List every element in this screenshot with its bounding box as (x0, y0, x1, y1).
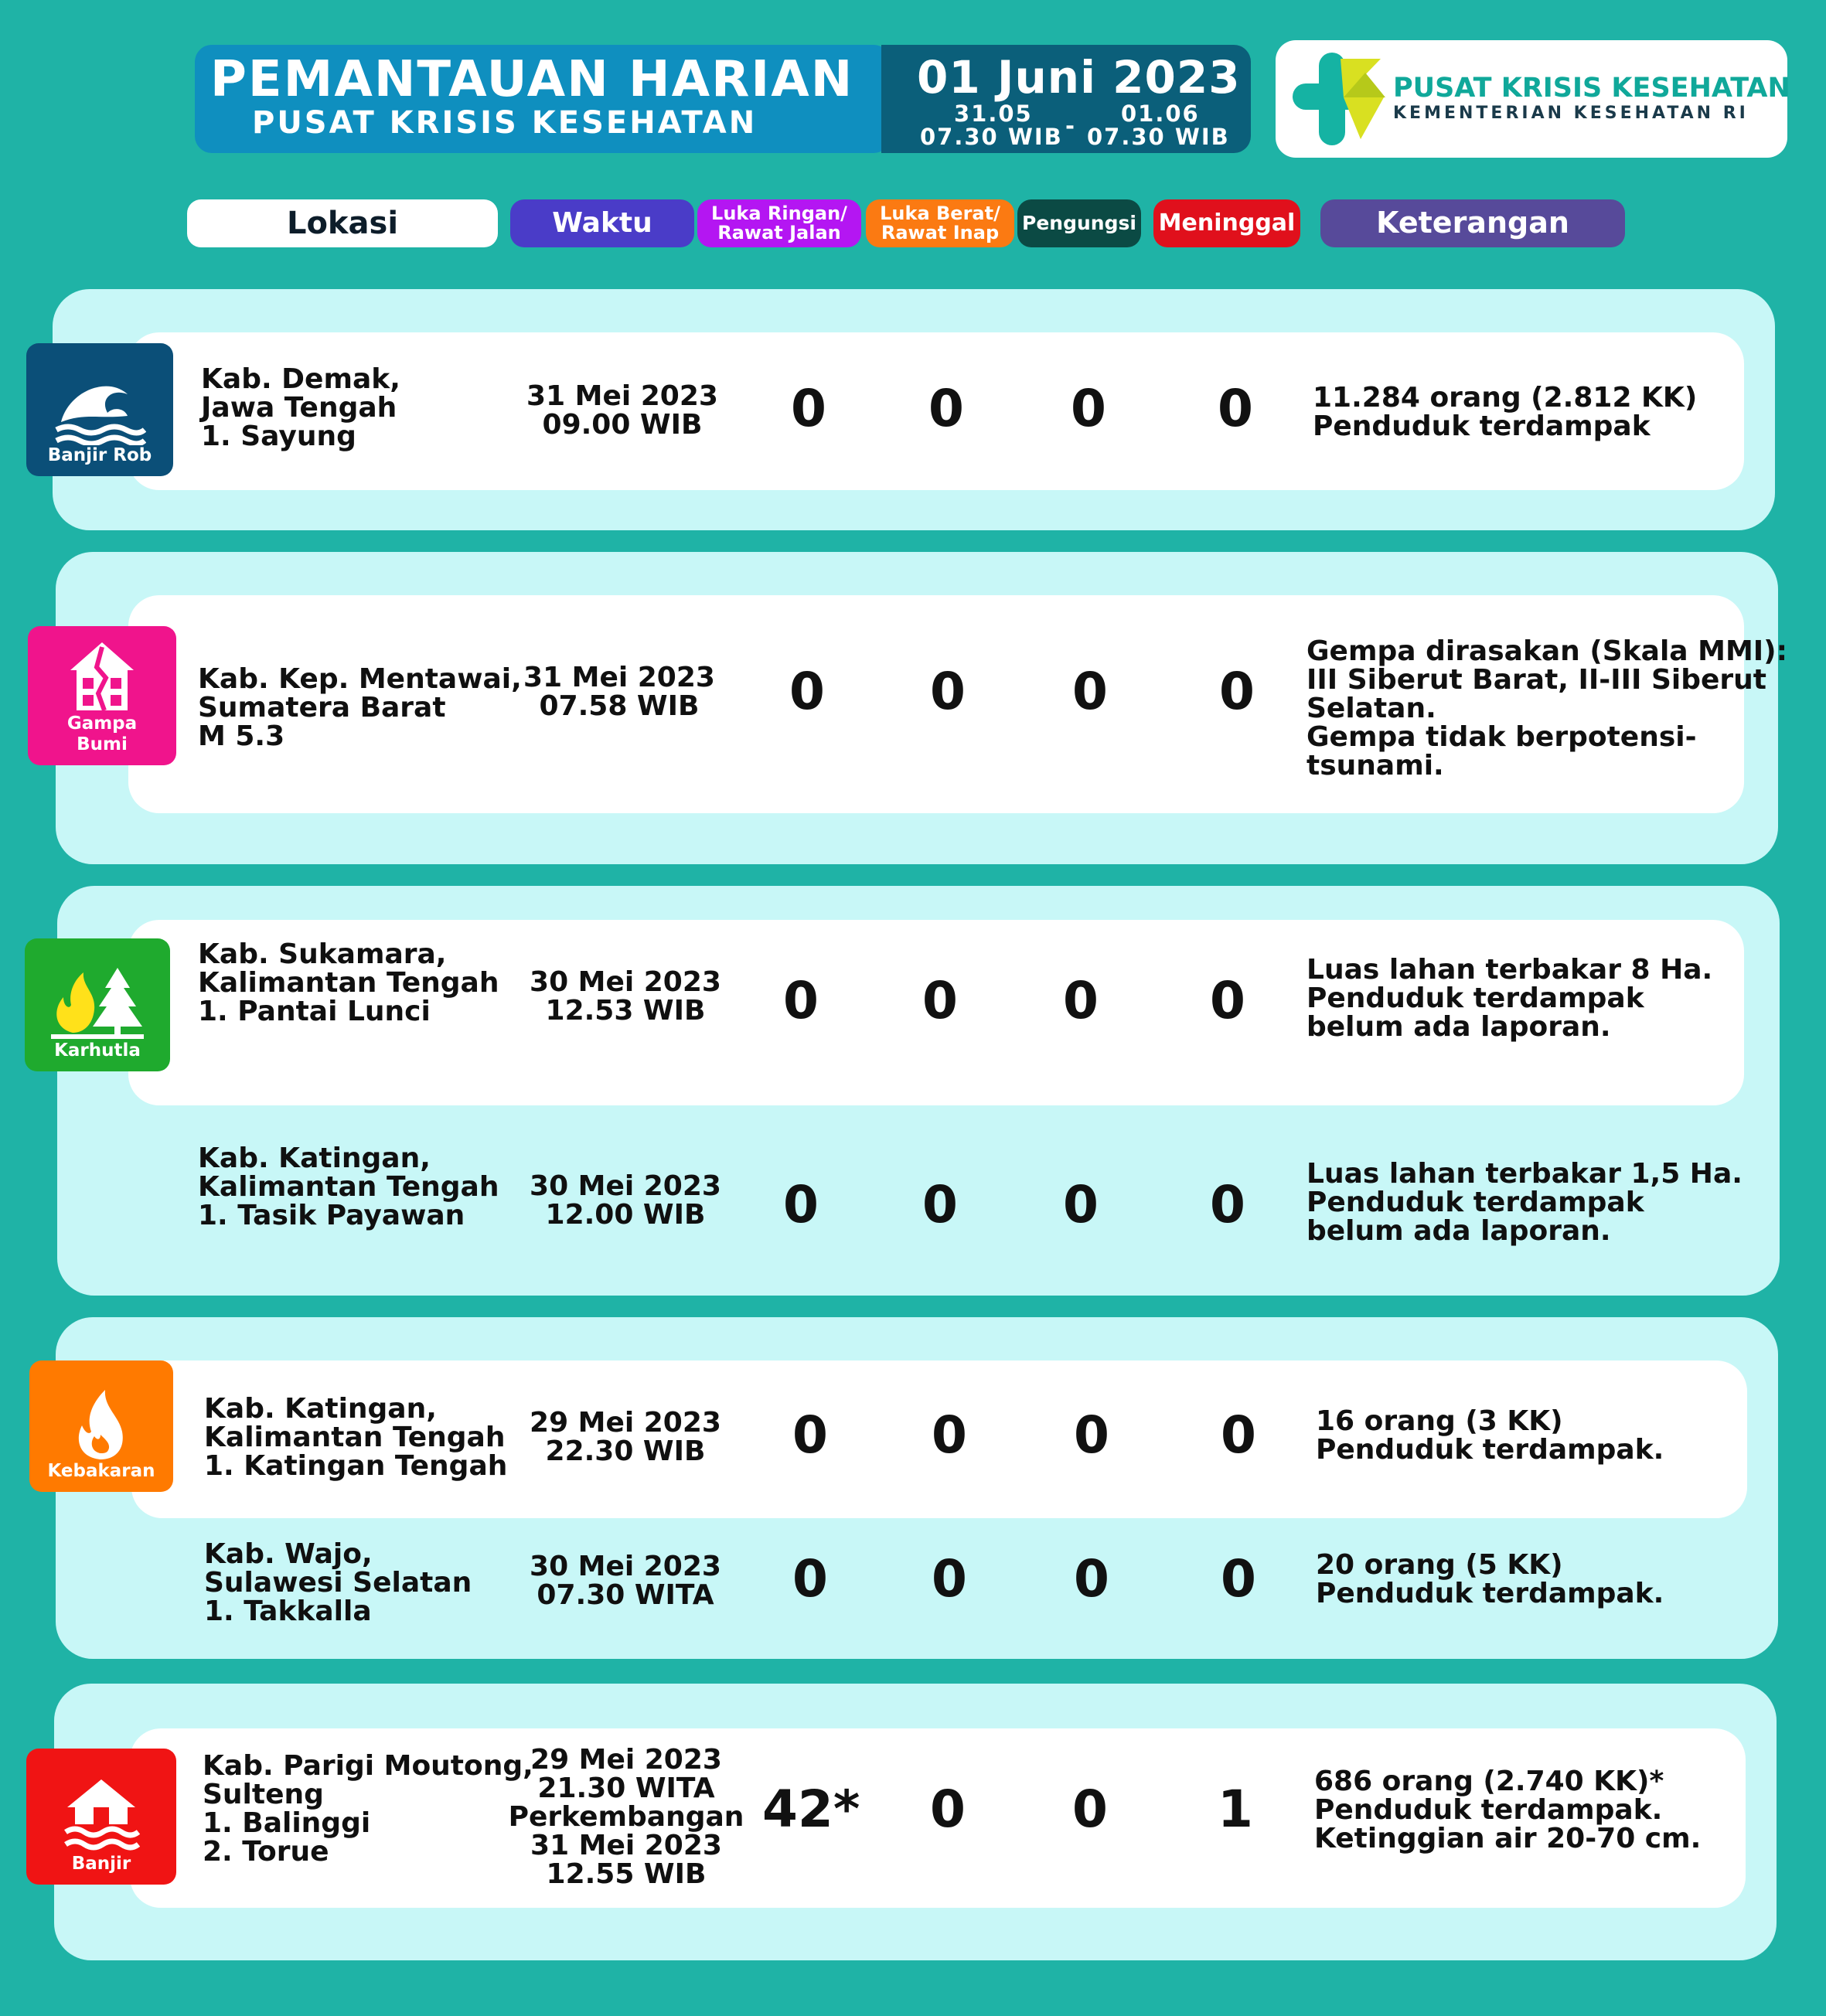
row-waktu: 30 Mei 2023 07.30 WITA (530, 1551, 721, 1611)
row-keterangan: 686 orang (2.740 KK)* Penduduk terdampak. Ketinggian air 20-70 cm. (1314, 1766, 1702, 1854)
row-luka-berat: 0 (932, 1549, 967, 1609)
row-luka-ringan: 0 (792, 1405, 828, 1465)
category-gempa-bumi (28, 626, 176, 765)
cracked-house-icon (67, 639, 137, 713)
row-pengungsi: 0 (1063, 971, 1099, 1030)
column-luka-ringan-line2: Rawat Jalan (717, 222, 841, 243)
page-subtitle: PUSAT KRISIS KESEHATAN (252, 105, 758, 141)
category-label: Banjir (71, 1853, 131, 1874)
row-waktu: 30 Mei 2023 12.00 WIB (530, 1170, 721, 1231)
category-karhutla (25, 938, 170, 1071)
column-luka-ringan-line1: Luka Ringan/ (711, 202, 847, 224)
row-lokasi: Kab. Demak, Jawa Tengah 1. Sayung (201, 363, 400, 452)
category-label: Karhutla (54, 1040, 141, 1061)
column-luka-berat (866, 199, 1014, 247)
row-waktu: 29 Mei 2023 21.30 WITA Perkembangan 31 Mei 2023 12.55 WIB (508, 1744, 744, 1890)
row-pengungsi: 0 (1071, 379, 1106, 438)
range-end-time: 07.30 WIB (1087, 124, 1230, 150)
category-label-line2: Bumi (77, 734, 128, 754)
logo-name: PUSAT KRISIS KESEHATAN (1393, 73, 1790, 104)
flooded-house-icon (63, 1776, 140, 1854)
row-meninggal: 0 (1218, 379, 1253, 438)
row-pengungsi: 0 (1072, 1779, 1108, 1839)
row-keterangan: Luas lahan terbakar 1,5 Ha. Penduduk terdampak belum ada laporan. (1306, 1158, 1743, 1247)
page-title: PEMANTAUAN HARIAN (210, 51, 854, 108)
row-pengungsi: 0 (1063, 1175, 1099, 1234)
row-luka-ringan: 0 (792, 1549, 828, 1609)
category-label-line1: Gampa (66, 713, 138, 734)
row-keterangan: 11.284 orang (2.812 KK) Penduduk terdampak (1313, 382, 1698, 442)
row-luka-ringan: 0 (791, 379, 826, 438)
row-pengungsi: 0 (1072, 662, 1108, 721)
row-lokasi: Kab. Parigi Moutong, Sulteng 1. Balinggi 2. Torue (203, 1750, 533, 1868)
row-meninggal: 0 (1210, 1175, 1245, 1234)
range-start-date: 31.05 (954, 100, 1033, 127)
row-lokasi: Kab. Kep. Mentawai, Sumatera Barat M 5.3 (198, 663, 522, 752)
column-pengungsi: Pengungsi (1017, 199, 1141, 247)
row-luka-berat: 0 (930, 662, 966, 721)
row-lokasi: Kab. Sukamara, Kalimantan Tengah 1. Pantai Lunci (198, 938, 499, 1027)
category-banjir (26, 1749, 176, 1885)
column-keterangan: Keterangan (1320, 199, 1625, 247)
category-banjir-rob (26, 343, 173, 476)
row-meninggal: 0 (1221, 1405, 1256, 1465)
row-keterangan: Luas lahan terbakar 8 Ha. Penduduk terdampak belum ada laporan. (1306, 954, 1713, 1043)
row-meninggal: 0 (1219, 662, 1255, 721)
row-waktu: 29 Mei 2023 22.30 WIB (530, 1407, 721, 1467)
row-pengungsi: 0 (1074, 1549, 1109, 1609)
category-label: Banjir Rob (47, 444, 152, 465)
row-luka-berat: 0 (922, 971, 958, 1030)
row-meninggal: 0 (1210, 971, 1245, 1030)
row-keterangan: Gempa dirasakan (Skala MMI): III Siberut Barat, II-III Siberut Selatan. Gempa tidak berpotensi- tsunami. (1306, 635, 1788, 782)
row-luka-ringan: 0 (783, 1175, 819, 1234)
category-label: Kebakaran (47, 1460, 155, 1481)
range-separator: - (1065, 113, 1077, 139)
row-luka-ringan: 0 (789, 662, 825, 721)
pusat-krisis-logo-icon (1289, 49, 1390, 148)
column-luka-berat-line2: Rawat Inap (881, 222, 1000, 243)
column-lokasi: Lokasi (187, 199, 498, 247)
flame-icon (74, 1387, 128, 1461)
logo-org: KEMENTERIAN KESEHATAN RI (1393, 104, 1749, 123)
row-luka-berat: 0 (930, 1779, 966, 1839)
row-lokasi: Kab. Katingan, Kalimantan Tengah 1. Tasik Payawan (198, 1143, 499, 1231)
column-waktu: Waktu (510, 199, 694, 247)
row-pengungsi: 0 (1074, 1405, 1109, 1465)
row-lokasi: Kab. Wajo, Sulawesi Selatan 1. Takkalla (204, 1538, 472, 1627)
row-waktu: 31 Mei 2023 09.00 WIB (526, 380, 718, 441)
column-meninggal: Meninggal (1153, 199, 1300, 247)
row-meninggal: 0 (1221, 1549, 1256, 1609)
category-kebakaran (29, 1360, 173, 1492)
row-lokasi: Kab. Katingan, Kalimantan Tengah 1. Katingan Tengah (204, 1393, 508, 1482)
row-waktu: 31 Mei 2023 07.58 WIB (523, 662, 715, 722)
row-luka-ringan: 0 (783, 971, 819, 1030)
row-keterangan: 16 orang (3 KK) Penduduk terdampak. (1316, 1405, 1664, 1466)
range-start-time: 07.30 WIB (920, 124, 1063, 150)
row-keterangan: 20 orang (5 KK) Penduduk terdampak. (1316, 1549, 1664, 1609)
report-date: 01 Juni 2023 (917, 51, 1241, 104)
row-luka-berat: 0 (928, 379, 964, 438)
row-waktu: 30 Mei 2023 12.53 WIB (530, 966, 721, 1027)
wave-icon (53, 376, 146, 445)
row-luka-ringan: 42* (762, 1779, 860, 1839)
row-meninggal: 1 (1218, 1779, 1253, 1839)
row-luka-berat: 0 (922, 1175, 958, 1234)
range-end-date: 01.06 (1121, 100, 1200, 127)
row-luka-berat: 0 (932, 1405, 967, 1465)
forest-fire-icon (49, 963, 145, 1040)
column-luka-berat-line1: Luka Berat/ (880, 202, 1000, 224)
column-luka-ringan (697, 199, 861, 247)
